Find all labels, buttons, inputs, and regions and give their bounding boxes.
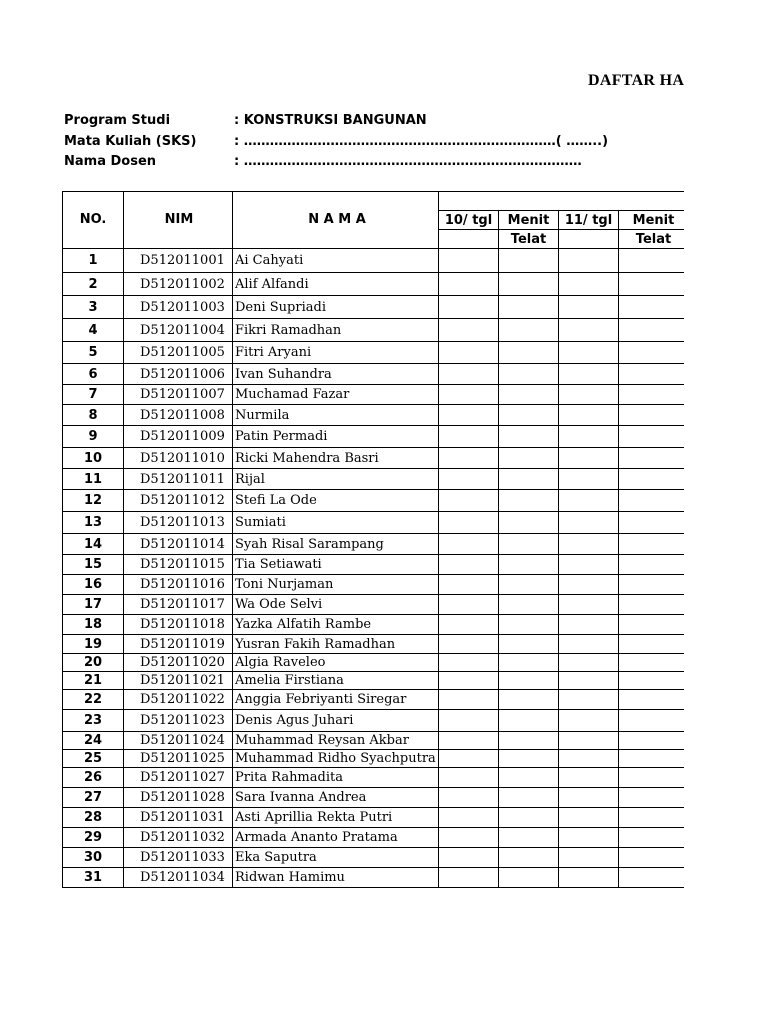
row-date1-cell[interactable]: [439, 848, 499, 868]
row-nim: D512011020: [124, 654, 233, 672]
row-nama: Sumiati: [233, 512, 439, 534]
table-row: [63, 555, 685, 575]
row-no: 29: [63, 828, 124, 848]
row-nim: D512011022: [124, 690, 233, 710]
header-nama: N A M A: [308, 212, 366, 227]
row-no: 8: [63, 405, 124, 426]
row-date1-cell[interactable]: [439, 808, 499, 828]
row-date2-cell[interactable]: [559, 249, 619, 273]
meta-label: Mata Kuliah (SKS): [64, 133, 197, 149]
table-row: [63, 750, 685, 768]
row-nim: D512011033: [124, 848, 233, 868]
row-date1-cell[interactable]: [439, 690, 499, 710]
table-row: [63, 249, 685, 273]
header-date-1-sub: [439, 230, 499, 249]
meta-value: : KONSTRUKSI BANGUNAN: [234, 113, 427, 128]
row-menit1-cell[interactable]: [499, 710, 559, 732]
row-menit2-cell[interactable]: [619, 788, 685, 808]
row-menit2-cell[interactable]: [619, 273, 685, 296]
row-menit1-cell[interactable]: [499, 405, 559, 426]
row-nim: D512011019: [124, 635, 233, 654]
header-date-2: 11/ tgl: [559, 211, 619, 230]
row-menit1-cell[interactable]: [499, 296, 559, 319]
row-no: 10: [63, 448, 124, 469]
row-nim: D512011017: [124, 595, 233, 615]
row-nama: Tia Setiawati: [233, 555, 439, 575]
row-menit1-cell[interactable]: [499, 615, 559, 635]
table-row: [63, 534, 685, 555]
row-menit1-cell[interactable]: [499, 654, 559, 672]
row-menit1-cell[interactable]: [499, 672, 559, 690]
row-date2-cell[interactable]: [559, 768, 619, 788]
row-nim: D512011034: [124, 868, 233, 888]
row-date1-cell[interactable]: [439, 710, 499, 732]
row-date2-cell[interactable]: [559, 512, 619, 534]
row-nim: D512011028: [124, 788, 233, 808]
table-row: [63, 808, 685, 828]
row-nama: Denis Agus Juhari: [233, 710, 439, 732]
row-no: 26: [63, 768, 124, 788]
attendance-table: [62, 191, 684, 888]
meta-value: : ………………………………………………………………( ……..): [234, 133, 609, 149]
row-nama: Patin Permadi: [233, 426, 439, 448]
header-cell: [439, 192, 685, 211]
row-menit1-cell[interactable]: [499, 469, 559, 490]
row-date2-cell[interactable]: [559, 385, 619, 405]
row-no: 25: [63, 750, 124, 768]
row-date1-cell[interactable]: [439, 273, 499, 296]
row-date2-cell[interactable]: [559, 654, 619, 672]
row-no: 21: [63, 672, 124, 690]
row-menit1-cell[interactable]: [499, 342, 559, 364]
row-menit1-cell[interactable]: [499, 555, 559, 575]
row-no: 2: [63, 273, 124, 296]
row-date2-cell[interactable]: [559, 750, 619, 768]
row-menit2-cell[interactable]: [619, 296, 685, 319]
row-nama: Algia Raveleo: [233, 654, 439, 672]
row-menit2-cell[interactable]: [619, 710, 685, 732]
row-date1-cell[interactable]: [439, 249, 499, 273]
row-nim: D512011031: [124, 808, 233, 828]
row-menit2-cell[interactable]: [619, 768, 685, 788]
row-nim: D512011008: [124, 405, 233, 426]
row-menit1-cell[interactable]: [499, 448, 559, 469]
row-no: 12: [63, 490, 124, 512]
row-nim: D512011016: [124, 575, 233, 595]
row-menit2-cell[interactable]: [619, 426, 685, 448]
meta-label: Nama Dosen: [64, 154, 157, 169]
row-nama: Amelia Firstiana: [233, 672, 439, 690]
row-menit2-cell[interactable]: [619, 828, 685, 848]
row-no: 16: [63, 575, 124, 595]
header-telat-2: Telat: [619, 230, 685, 249]
table-row: [63, 512, 685, 534]
header-spacer-row: [63, 192, 685, 211]
row-date1-cell[interactable]: [439, 868, 499, 888]
table-row: [63, 690, 685, 710]
row-nim: D512011009: [124, 426, 233, 448]
row-nim: D512011007: [124, 385, 233, 405]
row-menit2-cell[interactable]: [619, 615, 685, 635]
row-date1-cell[interactable]: [439, 534, 499, 555]
row-date2-cell[interactable]: [559, 635, 619, 654]
row-no: 3: [63, 296, 124, 319]
table-row: [63, 868, 685, 888]
row-no: 13: [63, 512, 124, 534]
row-menit1-cell[interactable]: [499, 732, 559, 750]
row-menit2-cell[interactable]: [619, 732, 685, 750]
table-row: [63, 654, 685, 672]
row-no: 31: [63, 868, 124, 888]
row-date2-cell[interactable]: [559, 690, 619, 710]
row-menit2-cell[interactable]: [619, 319, 685, 342]
row-no: 7: [63, 385, 124, 405]
row-menit1-cell[interactable]: [499, 868, 559, 888]
row-menit1-cell[interactable]: [499, 788, 559, 808]
row-date2-cell[interactable]: [559, 788, 619, 808]
row-menit2-cell[interactable]: [619, 575, 685, 595]
header-date-1: 10/ tgl: [439, 211, 499, 230]
row-menit1-cell[interactable]: [499, 828, 559, 848]
row-date2-cell[interactable]: [559, 469, 619, 490]
row-date2-cell[interactable]: [559, 555, 619, 575]
row-nama: Sara Ivanna Andrea: [233, 788, 439, 808]
row-menit2-cell[interactable]: [619, 249, 685, 273]
row-menit1-cell[interactable]: [499, 768, 559, 788]
header-telat-1: Telat: [499, 230, 559, 249]
row-menit2-cell[interactable]: [619, 555, 685, 575]
row-nim: D512011018: [124, 615, 233, 635]
row-date1-cell[interactable]: [439, 654, 499, 672]
row-date2-cell[interactable]: [559, 490, 619, 512]
row-menit1-cell[interactable]: [499, 273, 559, 296]
table-row: [63, 490, 685, 512]
row-nama: Syah Risal Sarampang: [233, 534, 439, 555]
row-date2-cell[interactable]: [559, 534, 619, 555]
table-row: [63, 848, 685, 868]
row-date1-cell[interactable]: [439, 364, 499, 385]
header-date-2-sub: [559, 230, 619, 249]
row-nim: D512011023: [124, 710, 233, 732]
meta-program-studi: [64, 111, 608, 132]
table-row: [63, 319, 685, 342]
row-nama: Fikri Ramadhan: [233, 319, 439, 342]
row-nama: Muchamad Fazar: [233, 385, 439, 405]
row-date2-cell[interactable]: [559, 405, 619, 426]
row-menit2-cell[interactable]: [619, 405, 685, 426]
attendance-table-wrapper: [62, 191, 684, 895]
row-nim: D512011010: [124, 448, 233, 469]
row-nim: D512011011: [124, 469, 233, 490]
row-date2-cell[interactable]: [559, 273, 619, 296]
row-date1-cell[interactable]: [439, 512, 499, 534]
row-date1-cell[interactable]: [439, 672, 499, 690]
row-nama: Eka Saputra: [233, 848, 439, 868]
row-date2-cell[interactable]: [559, 615, 619, 635]
row-date1-cell[interactable]: [439, 385, 499, 405]
row-menit2-cell[interactable]: [619, 595, 685, 615]
row-no: 4: [63, 319, 124, 342]
row-nama: Ivan Suhandra: [233, 364, 439, 385]
table-row: [63, 448, 685, 469]
row-menit2-cell[interactable]: [619, 342, 685, 364]
document-title: DAFTAR HA: [588, 72, 685, 89]
table-row: [63, 710, 685, 732]
row-date1-cell[interactable]: [439, 788, 499, 808]
row-nim: D512011005: [124, 342, 233, 364]
row-nama: Muhammad Ridho Syachputra: [233, 750, 439, 768]
header-menit-2: Menit: [619, 211, 685, 230]
row-date2-cell[interactable]: [559, 828, 619, 848]
row-date2-cell[interactable]: [559, 342, 619, 364]
row-menit1-cell[interactable]: [499, 385, 559, 405]
meta-nama-dosen: [64, 152, 608, 173]
row-no: 24: [63, 732, 124, 750]
meta-mata-kuliah: [64, 132, 608, 153]
row-menit1-cell[interactable]: [499, 848, 559, 868]
row-menit1-cell[interactable]: [499, 595, 559, 615]
row-menit2-cell[interactable]: [619, 534, 685, 555]
row-date2-cell[interactable]: [559, 672, 619, 690]
table-row: [63, 732, 685, 750]
row-nim: D512011025: [124, 750, 233, 768]
row-date1-cell[interactable]: [439, 405, 499, 426]
row-date1-cell[interactable]: [439, 296, 499, 319]
row-nama: Alif Alfandi: [233, 273, 439, 296]
row-nim: D512011024: [124, 732, 233, 750]
row-nim: D512011032: [124, 828, 233, 848]
table-row: [63, 595, 685, 615]
row-nama: Wa Ode Selvi: [233, 595, 439, 615]
table-row: [63, 828, 685, 848]
row-no: 27: [63, 788, 124, 808]
table-row: [63, 364, 685, 385]
header-menit-1: Menit: [499, 211, 559, 230]
row-menit1-cell[interactable]: [499, 575, 559, 595]
row-menit1-cell[interactable]: [499, 534, 559, 555]
row-nim: D512011001: [124, 249, 233, 273]
row-date1-cell[interactable]: [439, 319, 499, 342]
row-menit1-cell[interactable]: [499, 426, 559, 448]
row-menit1-cell[interactable]: [499, 364, 559, 385]
table-row: [63, 342, 685, 364]
row-nama: Yazka Alfatih Rambe: [233, 615, 439, 635]
row-date1-cell[interactable]: [439, 732, 499, 750]
row-no: 19: [63, 635, 124, 654]
table-row: [63, 615, 685, 635]
row-date2-cell[interactable]: [559, 732, 619, 750]
row-menit1-cell[interactable]: [499, 319, 559, 342]
row-nama: Muhammad Reysan Akbar: [233, 732, 439, 750]
row-date2-cell[interactable]: [559, 319, 619, 342]
row-nama: Asti Aprillia Rekta Putri: [233, 808, 439, 828]
row-no: 6: [63, 364, 124, 385]
table-row: [63, 405, 685, 426]
row-nama: Yusran Fakih Ramadhan: [233, 635, 439, 654]
row-no: 5: [63, 342, 124, 364]
row-no: 17: [63, 595, 124, 615]
row-nama: Ridwan Hamimu: [233, 868, 439, 888]
row-date1-cell[interactable]: [439, 490, 499, 512]
row-date2-cell[interactable]: [559, 710, 619, 732]
row-date2-cell[interactable]: [559, 364, 619, 385]
row-no: 23: [63, 710, 124, 732]
row-no: 14: [63, 534, 124, 555]
row-no: 11: [63, 469, 124, 490]
row-nim: D512011014: [124, 534, 233, 555]
row-date1-cell[interactable]: [439, 469, 499, 490]
row-nim: D512011027: [124, 768, 233, 788]
header-no: NO.: [79, 212, 107, 227]
row-menit2-cell[interactable]: [619, 868, 685, 888]
row-menit2-cell[interactable]: [619, 750, 685, 768]
row-nim: D512011002: [124, 273, 233, 296]
row-date1-cell[interactable]: [439, 426, 499, 448]
row-date1-cell[interactable]: [439, 828, 499, 848]
table-row: [63, 788, 685, 808]
row-menit1-cell[interactable]: [499, 512, 559, 534]
row-no: 30: [63, 848, 124, 868]
row-menit2-cell[interactable]: [619, 672, 685, 690]
table-row: [63, 768, 685, 788]
row-nim: D512011003: [124, 296, 233, 319]
row-nim: D512011012: [124, 490, 233, 512]
row-nama: Deni Supriadi: [233, 296, 439, 319]
row-nama: Stefi La Ode: [233, 490, 439, 512]
table-row: [63, 469, 685, 490]
row-nama: Fitri Aryani: [233, 342, 439, 364]
row-menit2-cell[interactable]: [619, 848, 685, 868]
row-nama: Ai Cahyati: [233, 249, 439, 273]
row-nim: D512011021: [124, 672, 233, 690]
table-row: [63, 385, 685, 405]
row-nim: D512011006: [124, 364, 233, 385]
row-date2-cell[interactable]: [559, 296, 619, 319]
row-nama: Nurmila: [233, 405, 439, 426]
row-date1-cell[interactable]: [439, 635, 499, 654]
row-nama: Anggia Febriyanti Siregar: [233, 690, 439, 710]
row-date2-cell[interactable]: [559, 868, 619, 888]
row-nama: Rijal: [233, 469, 439, 490]
table-row: [63, 296, 685, 319]
row-date1-cell[interactable]: [439, 448, 499, 469]
row-no: 9: [63, 426, 124, 448]
row-date1-cell[interactable]: [439, 575, 499, 595]
row-nama: Toni Nurjaman: [233, 575, 439, 595]
row-nama: Prita Rahmadita: [233, 768, 439, 788]
row-nama: Ricki Mahendra Basri: [233, 448, 439, 469]
row-menit1-cell[interactable]: [499, 635, 559, 654]
row-menit2-cell[interactable]: [619, 364, 685, 385]
table-row: [63, 635, 685, 654]
row-menit1-cell[interactable]: [499, 249, 559, 273]
row-menit1-cell[interactable]: [499, 808, 559, 828]
row-menit1-cell[interactable]: [499, 490, 559, 512]
row-date1-cell[interactable]: [439, 615, 499, 635]
header-nim: NIM: [164, 212, 194, 227]
row-menit2-cell[interactable]: [619, 635, 685, 654]
row-menit2-cell[interactable]: [619, 385, 685, 405]
row-nim: D512011013: [124, 512, 233, 534]
row-menit2-cell[interactable]: [619, 448, 685, 469]
document-meta: [64, 111, 608, 173]
table-row: [63, 426, 685, 448]
row-date2-cell[interactable]: [559, 448, 619, 469]
meta-label: Program Studi: [64, 113, 171, 128]
table-row: [63, 575, 685, 595]
row-no: 15: [63, 555, 124, 575]
row-no: 18: [63, 615, 124, 635]
row-date1-cell[interactable]: [439, 750, 499, 768]
row-date1-cell[interactable]: [439, 342, 499, 364]
row-menit1-cell[interactable]: [499, 750, 559, 768]
meta-value: : ……………………………………………………………………: [234, 154, 582, 169]
row-menit2-cell[interactable]: [619, 469, 685, 490]
row-date2-cell[interactable]: [559, 575, 619, 595]
row-date2-cell[interactable]: [559, 595, 619, 615]
table-row: [63, 672, 685, 690]
row-date1-cell[interactable]: [439, 595, 499, 615]
row-date1-cell[interactable]: [439, 768, 499, 788]
row-menit2-cell[interactable]: [619, 690, 685, 710]
row-menit2-cell[interactable]: [619, 512, 685, 534]
row-no: 28: [63, 808, 124, 828]
row-nim: D512011015: [124, 555, 233, 575]
row-date2-cell[interactable]: [559, 426, 619, 448]
row-menit1-cell[interactable]: [499, 690, 559, 710]
row-no: 1: [63, 249, 124, 273]
row-date1-cell[interactable]: [439, 555, 499, 575]
row-no: 20: [63, 654, 124, 672]
row-date2-cell[interactable]: [559, 808, 619, 828]
attendance-rows: [63, 249, 685, 888]
table-row: [63, 273, 685, 296]
row-menit2-cell[interactable]: [619, 490, 685, 512]
row-no: 22: [63, 690, 124, 710]
row-menit2-cell[interactable]: [619, 654, 685, 672]
row-nim: D512011004: [124, 319, 233, 342]
row-menit2-cell[interactable]: [619, 808, 685, 828]
row-nama: Armada Ananto Pratama: [233, 828, 439, 848]
row-date2-cell[interactable]: [559, 848, 619, 868]
